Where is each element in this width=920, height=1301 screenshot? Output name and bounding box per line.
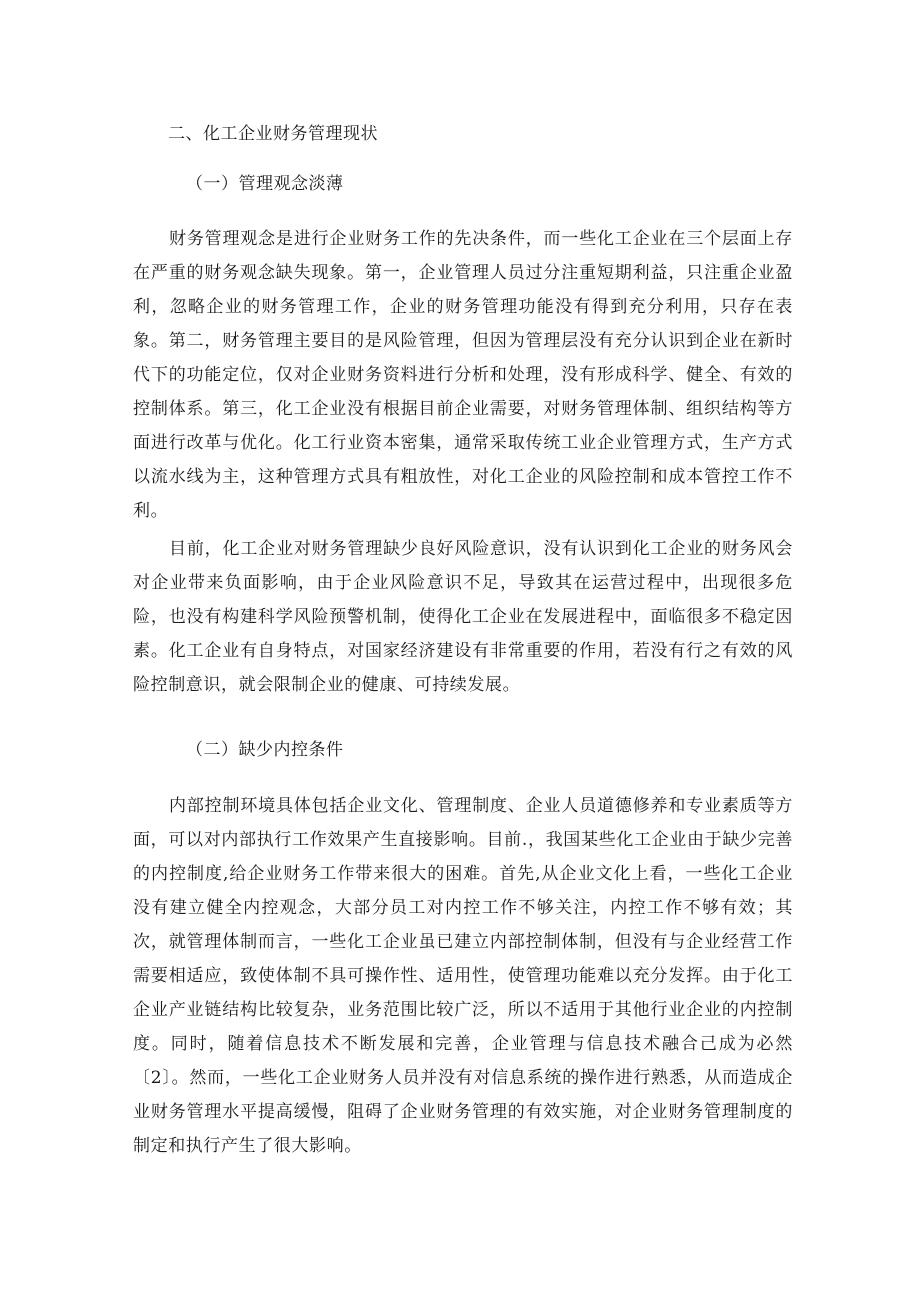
paragraph: 内部控制环境具体包括企业文化、管理制度、企业人员道德修养和专业素质等方面，可以对内部执行工作效果产生直接影响。目前.，我国某些化工企业由于缺少完善的内控制度,给企业财务工作带来很大的困难。首先,从企业文化上看，一些化工企业没有建立健全内控观念，大部分员工对内控工作不够关注，内控工作不够有效；其次，就管理体制而言，一些化工企业虽已建立内部控制体制，但没有与企业经营工作需要相适应，致使体制不具可操作性、适用性，使管理功能难以充分发挥。由于化工企业产业链结构比较复杂，业务范围比较广泛，所以不适用于其他行业企业的内控制度。同时，随着信息技术不断发展和完善，企业管理与信息技术融合己成为必然〔2〕。然而，一些化工企业财务人员并没有对信息系统的操作进行熟悉，从而造成企业财务管理水平提高缓慢，阻碍了企业财务管理的有效实施，对企业财务管理制度的制定和执行产生了很大影响。 [133,796,793,1156]
subsection-heading-1: （一）管理观念淡薄 [186,174,344,194]
subsection-heading-2: （二）缺少内控条件 [186,740,344,760]
paragraph: 财务管理观念是进行企业财务工作的先决条件，而一些化工企业在三个层面上存在严重的财务观念缺失现象。第一，企业管理人员过分注重短期利益，只注重企业盈利，忽略企业的财务管理工作，企业的财务管理功能没有得到充分利用，只存在表象。第二，财务管理主要目的是风险管理，但因为管理层没有充分认识到企业在新时代下的功能定位，仅对企业财务资料进行分析和处理，没有形成科学、健全、有效的控制体系。第三，化工企业没有根据目前企业需要，对财务管理体制、组织结构等方面进行改革与优化。化工行业资本密集，通常采取传统工业企业管理方式，生产方式以流水线为主，这种管理方式具有粗放性，对化工企业的风险控制和成本管控工作不利。 [133,229,793,521]
paragraph: 目前，化工企业对财务管理缺少良好风险意识，没有认识到化工企业的财务风会对企业带来负面影响，由于企业风险意识不足，导致其在运营过程中，出现很多危险，也没有构建科学风险预警机制，使得化工企业在发展进程中，面临很多不稳定因素。化工企业有自身特点，对国家经济建设有非常重要的作用，若没有行之有效的风险控制意识，就会限制企业的健康、可持续发展。 [133,539,793,695]
section-heading: 二、化工企业财务管理现状 [168,124,378,144]
